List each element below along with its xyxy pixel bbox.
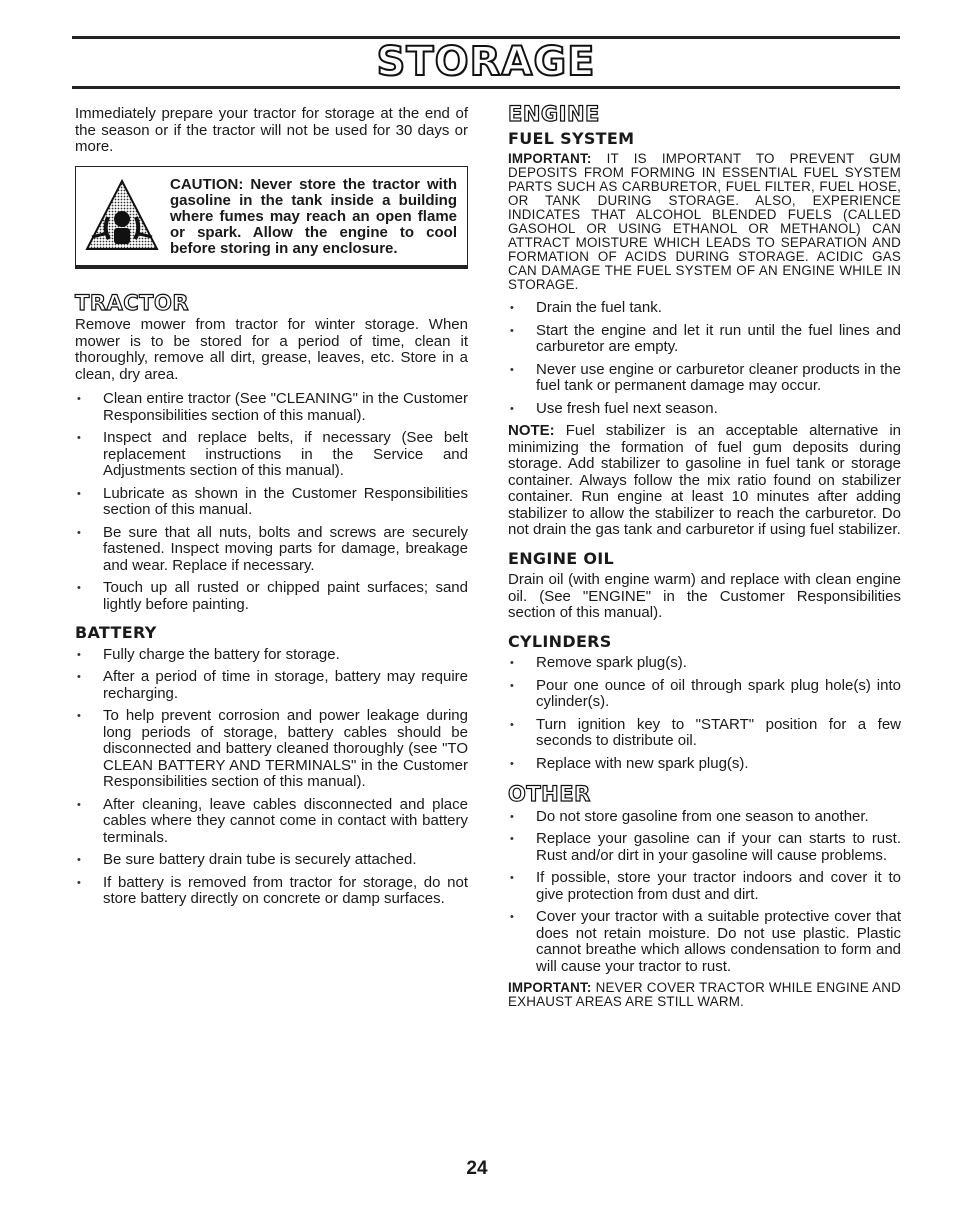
other-important: [508, 981, 901, 1009]
list-item: • Never use engine or carburetor cleaner products in the fuel tank or permanent damage may occur.: [508, 362, 901, 395]
engine-oil-heading: ENGINE OIL: [508, 548, 615, 568]
important-label: IMPORTANT:: [508, 980, 592, 995]
battery-heading: BATTERY: [75, 623, 157, 642]
list-item: • After cleaning, leave cables disconnected and place cables where they cannot come in contact with battery terminals.: [75, 797, 468, 847]
important-label: IMPORTANT:: [508, 151, 592, 166]
list-item: • Inspect and replace belts, if necessary (See belt replacement instructions in the Service and Adjustments section of this manual).: [75, 430, 468, 480]
list-item: • If battery is removed from tractor for storage, do not store battery directly on concrete or damp surfaces.: [75, 875, 468, 908]
list-item: • If possible, store your tractor indoors and cover it to give protection from dust and dirt.: [508, 870, 901, 903]
fuel-system-important: [508, 152, 901, 292]
list-item: • Touch up all rusted or chipped paint surfaces; sand lightly before painting.: [75, 580, 468, 613]
list-item: • Be sure battery drain tube is securely attached.: [75, 852, 468, 869]
other-list: [508, 809, 901, 976]
note-text: Fuel stabilizer is an acceptable alternative in minimizing the formation of fuel gum deposits during storage. Add stabilizer to gasoline in fuel tank or storage container. Always follow the mix ratio found on stabilizer container. Run engine at least 10 minutes after adding stabilizer to allow the stabilizer to reach the carburetor. Do not drain the gas tank and carburetor if using fuel stabilizer.: [508, 422, 902, 538]
left-column: [75, 106, 468, 914]
list-item: • To help prevent corrosion and power leakage during long periods of storage, battery cables should be disconnected and battery cleaned thoroughly (see "TO CLEAN BATTERY AND TERMINALS" in the Customer Responsibilities section of this manual).: [75, 708, 468, 791]
engine-oil-text: Drain oil (with engine warm) and replace with clean engine oil. (See "ENGINE" in the Customer Responsibilities section of this manual).: [508, 571, 901, 621]
caution-box: [75, 166, 468, 269]
list-item: • After a period of time in storage, battery may require recharging.: [75, 669, 468, 702]
fuel-system-note: [508, 423, 901, 539]
tractor-list: [75, 391, 468, 613]
list-item: • Start the engine and let it run until the fuel lines and carburetor are empty.: [508, 323, 901, 356]
other-heading: OTHER: [508, 782, 591, 806]
list-item: • Drain the fuel tank.: [508, 300, 901, 317]
caution-text: CAUTION: Never store the tractor with gasoline in the tank inside a building where fumes may reach an open flame or spark. Allow the engine to cool before storing in any enclosure.: [170, 175, 457, 257]
important-text: IT IS IMPORTANT TO PREVENT GUM DEPOSITS FROM FORMING IN ESSENTIAL FUEL SYSTEM PARTS SUCH AS CARBURETOR, FUEL FILTER, FUEL HOSE, OR TANK DURING STORAGE. ALSO, EXPERIENCE INDICATES THAT ALCOHOL BLENDED FUELS (CALLED GASOHOL OR USING ETHANOL OR METHANOL) CAN ATTRACT MOISTURE WHICH LEADS TO SEPARATION AND FORMATION OF ACIDS DURING STORAGE. ACIDIC GAS CAN DAMAGE THE FUEL SYSTEM OF AN ENGINE WHILE IN STORAGE.: [508, 151, 901, 292]
note-label: NOTE:: [508, 422, 555, 439]
list-item: • Fully charge the battery for storage.: [75, 647, 468, 664]
warning-triangle-icon: [84, 177, 160, 255]
storage-intro: Immediately prepare your tractor for storage at the end of the season or if the tractor will not be used for 30 days or more.: [75, 105, 468, 155]
fuel-system-heading: FUEL SYSTEM: [508, 128, 635, 148]
list-item: • Pour one ounce of oil through spark plug hole(s) into cylinder(s).: [508, 678, 901, 711]
fuel-system-list: [508, 300, 901, 417]
bottom-rule: [72, 86, 900, 89]
right-column: [508, 102, 902, 1017]
list-item: • Clean entire tractor (See "CLEANING" in the Customer Responsibilities section of this manual).: [75, 391, 468, 424]
important-text: NEVER COVER TRACTOR WHILE ENGINE AND EXHAUST AREAS ARE STILL WARM.: [508, 980, 901, 1009]
page-title: STORAGE: [376, 39, 596, 85]
list-item: • Be sure that all nuts, bolts and screws are securely fastened. Inspect moving parts for damage, breakage and wear. Replace if necessary.: [75, 525, 468, 575]
engine-heading: ENGINE: [508, 102, 600, 126]
cylinders-heading: CYLINDERS: [508, 631, 612, 651]
list-item: • Replace your gasoline can if your can starts to rust. Rust and/or dirt in your gasoline will cause problems.: [508, 831, 901, 864]
tractor-intro: Remove mower from tractor for winter storage. When mower is to be stored for a period of time, clean it thoroughly, remove all dirt, grease, leaves, etc. Store in a clean, dry area.: [75, 316, 468, 383]
page-number: 24: [466, 1158, 488, 1179]
list-item: • Do not store gasoline from one season to another.: [508, 809, 901, 826]
tractor-heading: TRACTOR: [75, 290, 190, 315]
list-item: • Lubricate as shown in the Customer Responsibilities section of this manual.: [75, 486, 468, 519]
list-item: • Turn ignition key to "START" position for a few seconds to distribute oil.: [508, 717, 901, 750]
list-item: • Replace with new spark plug(s).: [508, 756, 901, 773]
list-item: • Use fresh fuel next season.: [508, 401, 901, 418]
battery-list: [75, 647, 468, 908]
cylinders-list: [508, 655, 901, 772]
list-item: • Remove spark plug(s).: [508, 655, 901, 672]
list-item: • Cover your tractor with a suitable protective cover that does not retain moisture. Do not use plastic. Plastic cannot breathe which allows condensation to form and will cause your tractor to rust.: [508, 909, 901, 975]
